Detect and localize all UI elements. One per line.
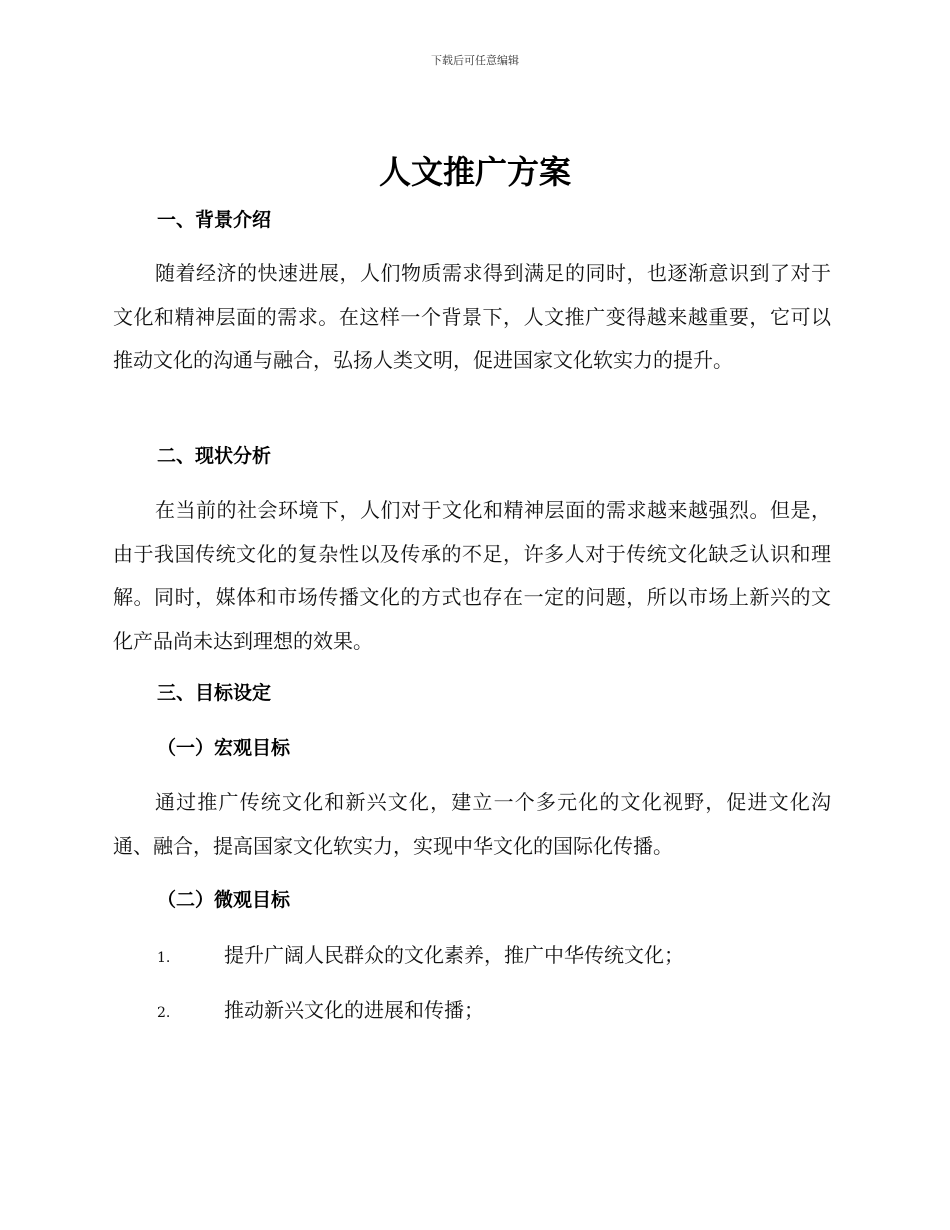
section-paragraph-status: 在当前的社会环境下，人们对于文化和精神层面的需求越来越强烈。但是，由于我国传统文化的复杂性以及传承的不足，许多人对于传统文化缺乏认识和理解。同时，媒体和市场传播文化的方式也存在一定的问题，所以市场上新兴的文化产品尚未达到理想的效果。 [113,498,831,653]
section-heading-status: 二、现状分析 [157,445,272,467]
list-item-text: 推动新兴文化的进展和传播； [224,998,484,1022]
list-item-text: 提升广阔人民群众的文化素养，推广中华传统文化； [224,943,684,967]
subsection-heading-macro: （一）宏观目标 [157,737,291,759]
section-paragraph-background: 随着经济的快速进展，人们物质需求得到满足的同时，也逐渐意识到了对于文化和精神层面的需求。在这样一个背景下，人文推广变得越来越重要，它可以推动文化的沟通与融合，弘扬人类文明，促进国家文化软实力的提升。 [113,261,831,372]
list-item [157,996,831,1027]
document-title: 人文推广方案 [378,153,571,191]
page-header-note: 下载后可任意编辑 [431,54,519,67]
section-heading-background: 一、背景介绍 [157,209,272,231]
subsection-paragraph-macro: 通过推广传统文化和新兴文化，建立一个多元化的文化视野，促进文化沟通、融合，提高国家文化软实力，实现中华文化的国际化传播。 [113,790,831,858]
list-item [157,941,831,972]
section-heading-goals: 三、目标设定 [157,682,272,704]
list-item-number: 1. [157,950,171,966]
subsection-heading-micro: （二）微观目标 [157,889,291,911]
list-item-number: 2. [157,1005,171,1021]
